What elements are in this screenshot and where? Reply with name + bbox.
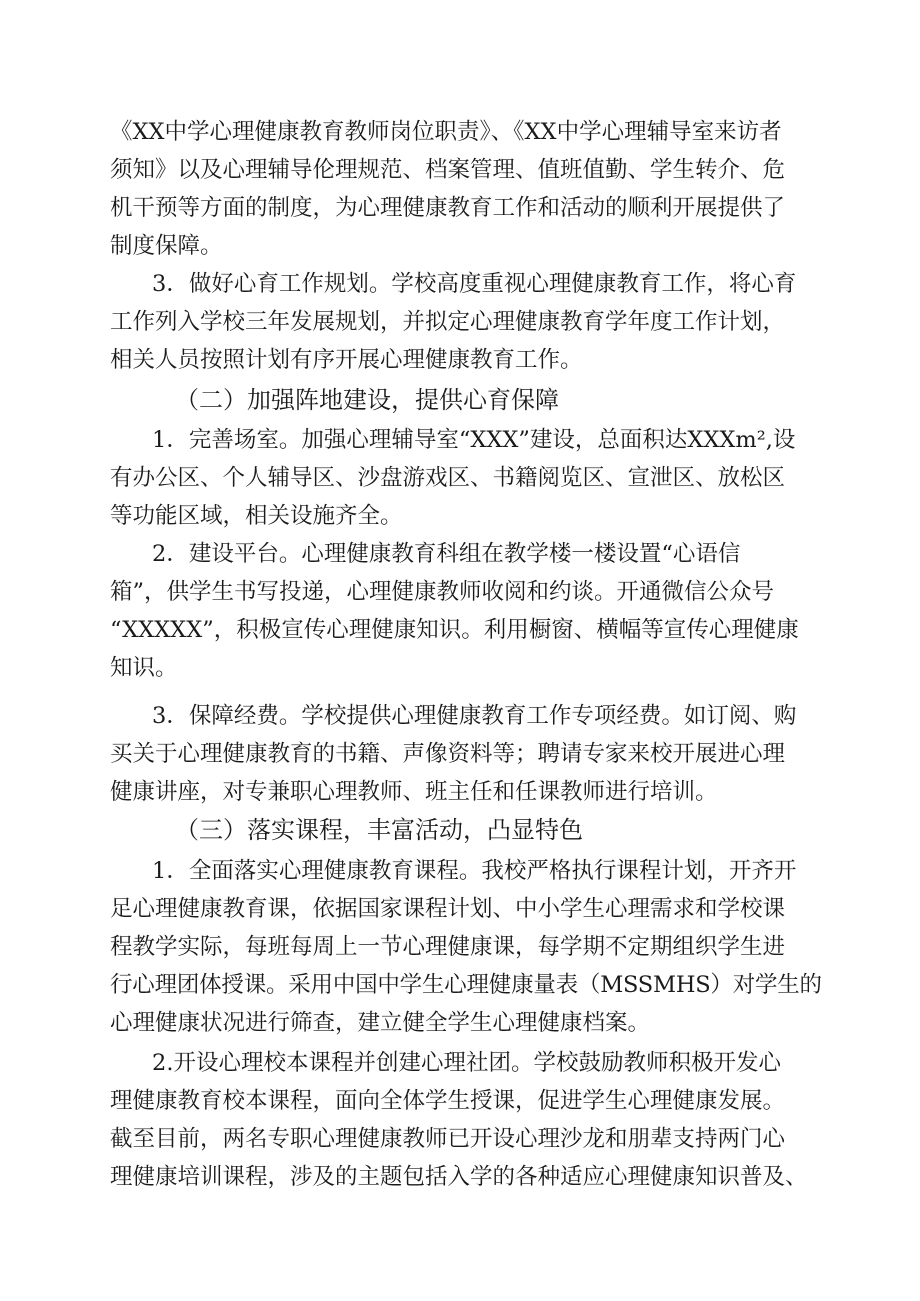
paragraph-line: 2.开设心理校本课程并创建心理社团。学校鼓励教师积极开发心 [152, 1050, 781, 1076]
paragraph-line: 须知》以及心理辅导伦理规范、档案管理、值班值勤、学生转介、危 [110, 157, 786, 183]
paragraph-line: 1．全面落实心理健康教育课程。我校严格执行课程计划，开齐开 [152, 858, 797, 884]
paragraph-line: 理健康培训课程，涉及的主题包括入学的各种适应心理健康知识普及、 [110, 1164, 808, 1190]
paragraph-line: 行心理团体授课。采用中国中学生心理健康量表（MSSMHS）对学生的 [110, 972, 822, 998]
paragraph-line: 截至目前，两名专职心理健康教师已开设心理沙龙和朋辈支持两门心 [110, 1126, 786, 1152]
section-heading: （三）落实课程，丰富活动，凸显特色 [175, 816, 583, 844]
paragraph-line: 心理健康状况进行筛查，建立健全学生心理健康档案。 [110, 1010, 651, 1036]
paragraph-line: 制度保障。 [110, 233, 223, 259]
paragraph-line: 箱”，供学生书写投递，心理健康教师收阅和约谈。开通微信公众号 [110, 579, 775, 605]
paragraph-line: 程教学实际，每班每周上一节心理健康课，每学期不定期组织学生进 [110, 934, 786, 960]
paragraph-line: 知识。 [110, 655, 178, 681]
paragraph-line: 等功能区域，相关设施齐全。 [110, 503, 403, 529]
paragraph-line: 3．做好心育工作规划。学校高度重视心理健康教育工作，将心育 [152, 271, 797, 297]
paragraph-line: “XXXXX”，积极宣传心理健康知识。利用橱窗、横幅等宣传心理健康 [110, 617, 799, 643]
paragraph-line: 机干预等方面的制度，为心理健康教育工作和活动的顺利开展提供了 [110, 195, 786, 221]
paragraph-line: 2．建设平台。心理健康教育科组在教学楼一楼设置“心语信 [152, 541, 741, 567]
paragraph-line: 买关于心理健康教育的书籍、声像资料等；聘请专家来校开展进心理 [110, 741, 786, 767]
paragraph-line: 工作列入学校三年发展规划，并拟定心理健康教育学年度工作计划， [110, 309, 786, 335]
paragraph-line: 《XX中学心理健康教育教师岗位职责》、《XX中学心理辅导室来访者 [110, 119, 782, 145]
paragraph-line: 3．保障经费。学校提供心理健康教育工作专项经费。如订阅、购 [152, 703, 797, 729]
paragraph-line: 足心理健康教育课，依据国家课程计划、中小学生心理需求和学校课 [110, 896, 786, 922]
paragraph-line: 理健康教育校本课程，面向全体学生授课，促进学生心理健康发展。 [110, 1088, 786, 1114]
paragraph-line: 1．完善场室。加强心理辅导室“XXX”建设，总面积达XXXm²,设 [152, 427, 796, 453]
section-heading: （二）加强阵地建设，提供心育保障 [175, 386, 559, 414]
paragraph-line: 有办公区、个人辅导区、沙盘游戏区、书籍阅览区、宣泄区、放松区 [110, 465, 786, 491]
paragraph-line: 相关人员按照计划有序开展心理健康教育工作。 [110, 347, 583, 373]
paragraph-line: 健康讲座，对专兼职心理教师、班主任和任课教师进行培训。 [110, 779, 718, 805]
